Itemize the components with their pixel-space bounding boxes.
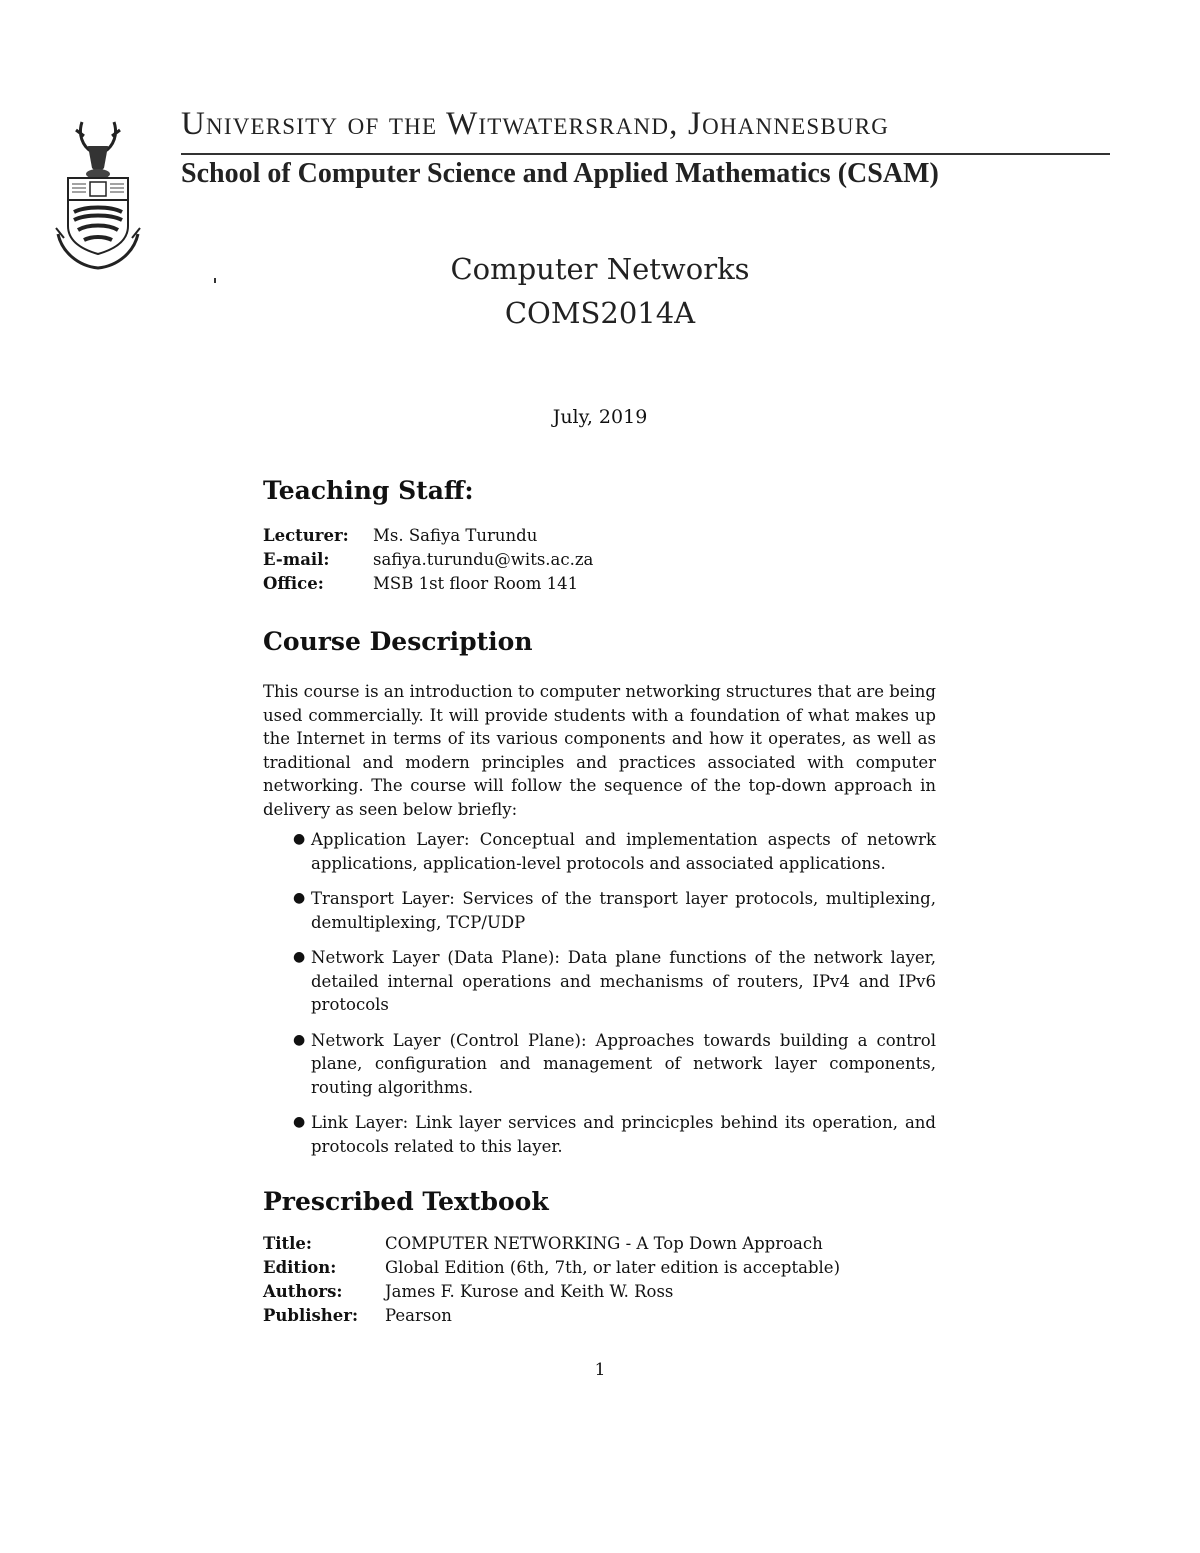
- staff-key: Lecturer:: [263, 526, 349, 545]
- staff-value: MSB 1st floor Room 141: [373, 574, 579, 593]
- teaching-staff-heading: Teaching Staff:: [263, 476, 474, 505]
- staff-email: safiya.turundu@wits.ac.za: [373, 550, 594, 569]
- staff-value: Ms. Safiya Turundu: [373, 526, 538, 545]
- staff-key: Office:: [263, 574, 324, 593]
- textbook-value: COMPUTER NETWORKING - A Top Down Approach: [385, 1234, 823, 1253]
- document-date: July, 2019: [552, 406, 648, 428]
- textbook-row: [263, 1282, 840, 1306]
- textbook-value: James F. Kurose and Keith W. Ross: [385, 1282, 674, 1301]
- course-description-text: This course is an introduction to computer networking structures that are being used commercially. It will provide students with a foundation of what makes up the Internet in terms of its various components and how it operates, as well as traditional and modern principles and practices associated with computer networking. The course will follow the sequence of the top-down approach in delivery as seen below briefly:: [263, 682, 936, 819]
- topic-text: Network Layer (Control Plane): Approaches towards building a control plane, configuration and management of network layer components, routing algorithms.: [311, 1030, 936, 1097]
- textbook-row: [263, 1306, 840, 1330]
- bullet-icon: ●: [293, 890, 306, 906]
- course-description-heading: Course Description: [263, 627, 533, 656]
- bullet-icon: ●: [293, 1031, 306, 1048]
- topic-list: [263, 828, 936, 1170]
- textbook-value: Global Edition (6th, 7th, or later edition is acceptable): [385, 1258, 841, 1277]
- textbook-key: Title:: [263, 1234, 313, 1253]
- bullet-icon: ●: [293, 949, 306, 965]
- prescribed-textbook-heading: Prescribed Textbook: [263, 1187, 549, 1216]
- school-name: School of Computer Science and Applied Mathematics (CSAM): [181, 158, 939, 189]
- textbook-row: [263, 1258, 840, 1282]
- topic-text: Link Layer: Link layer services and princicples behind its operation, and protocols related to this layer.: [311, 1113, 936, 1156]
- header-rule: [181, 153, 1110, 155]
- list-item: [263, 1111, 936, 1158]
- list-item: [263, 828, 936, 875]
- stray-mark: [214, 278, 216, 283]
- staff-key: E-mail:: [263, 550, 330, 569]
- textbook-value: Pearson: [385, 1306, 452, 1325]
- topic-text: Transport Layer: Services of the transport layer protocols, multiplexing, demultiplexing, TCP/UDP: [311, 889, 936, 932]
- staff-row: [263, 574, 593, 598]
- course-code: COMS2014A: [504, 296, 696, 330]
- textbook-key: Edition:: [263, 1258, 337, 1277]
- bullet-icon: ●: [293, 1114, 306, 1130]
- staff-row: [263, 526, 593, 550]
- staff-row: [263, 550, 593, 574]
- topic-text: Network Layer (Data Plane): Data plane functions of the network layer, detailed internal operations and mechanisms of routers, IPv4 and IPv6 protocols: [311, 948, 936, 1014]
- list-item: [263, 887, 936, 934]
- textbook-row: [263, 1234, 840, 1258]
- course-name: Computer Networks: [450, 252, 750, 286]
- textbook-key: Publisher:: [263, 1306, 359, 1325]
- textbook-key: Authors:: [263, 1282, 343, 1301]
- teaching-staff-table: [263, 526, 593, 598]
- list-item: [263, 946, 936, 1017]
- bullet-icon: ●: [293, 831, 306, 847]
- university-crest-icon: [52, 116, 144, 274]
- list-item: [263, 1029, 936, 1100]
- university-name: University of the Witwatersrand, Johannesburg: [181, 106, 890, 142]
- textbook-table: [263, 1234, 840, 1330]
- page-number: 1: [594, 1360, 606, 1380]
- topic-text: Application Layer: Conceptual and implementation aspects of netowrk applications, application-level protocols and associated applications.: [311, 830, 936, 873]
